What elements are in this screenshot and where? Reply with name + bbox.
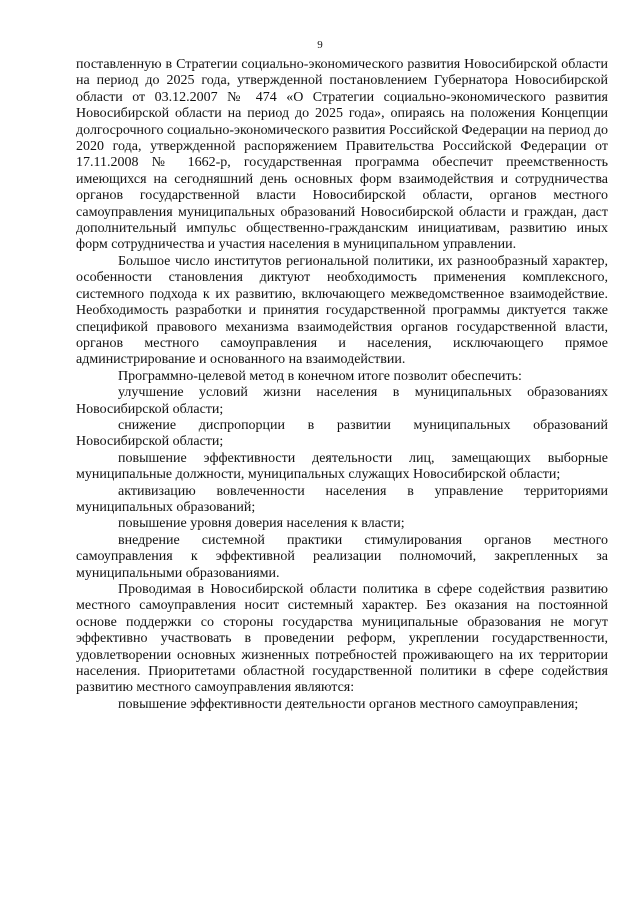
- list-item: снижение диспропорции в развитии муниципальных образований Новосибирской области;: [76, 417, 608, 450]
- paragraph-program-method-intro: Программно-целевой метод в конечном итоге позволит обеспечить:: [118, 368, 522, 384]
- program-outcomes-list: [76, 385, 608, 582]
- paragraph-continuation: поставленную в Стратегии социально-экономического развития Новосибирской области на период до 2025 года, утвержденной постановлением Губернатора Новосибирской области от 03.12.2007 № 474 «О Стратегии социально-экономического развития Новосибирской области на период до 2025 года», опираясь на положения Концепции долгосрочного социально-экономического развития Российской Федерации на период до 2020 года, утвержденной распоряжением Правительства Российской Федерации от 17.11.2008 № 1662-р, государственная программа обеспечит преемственность имеющихся на сегодняшний день основных форм взаимодействия и сотрудничества органов государственной власти Новосибирской области, органов местного самоуправления муниципальных образований Новосибирской области и граждан, даст дополнительный импульс общественно-гражданским инициативам, развитию иных форм сотрудничества и участия населения в муниципальном управлении.: [76, 57, 608, 253]
- paragraph-regional-politics: Проводимая в Новосибирской области политика в сфере содействия развитию местного самоуправления носит системный характер. Без оказания на постоянной основе поддержки со стороны государства муниципальные образования не могут эффективно участвовать в проведении реформ, укреплении государственности, удовлетворении основных жизненных потребностей проживающего на их территории населения. Приоритетами областной государственной политики в сфере содействия развитию местного самоуправления являются:: [76, 582, 608, 696]
- list-item: повышение уровня доверия населения к власти;: [118, 516, 405, 532]
- paragraph-regional-policy: Большое число институтов региональной политики, их разнообразный характер, особенности становления диктуют необходимость применения комплексного, системного подхода к их развитию, включающего межведомственное взаимодействие. Необходимость разработки и принятия государственной программы диктуется также спецификой правового механизма взаимодействия органов государственной власти, органов местного самоуправления и населения, исключающего прямое администрирование и основанного на взаимодействии.: [76, 253, 608, 368]
- list-item: повышение эффективности деятельности органов местного самоуправления;: [118, 696, 579, 712]
- list-item: повышение эффективности деятельности лиц, замещающих выборные муниципальные должности, муниципальных служащих Новосибирской области;: [76, 450, 608, 483]
- page-number: 9: [317, 39, 323, 51]
- list-item: активизацию вовлеченности населения в управление территориями муниципальных образований;: [76, 483, 608, 515]
- document-body: [76, 57, 608, 713]
- list-item: улучшение условий жизни населения в муниципальных образованиях Новосибирской области;: [76, 385, 608, 417]
- list-item: внедрение системной практики стимулирования органов местного самоуправления к эффективной реализации полномочий, закрепленных за муниципальными образованиями.: [76, 532, 608, 581]
